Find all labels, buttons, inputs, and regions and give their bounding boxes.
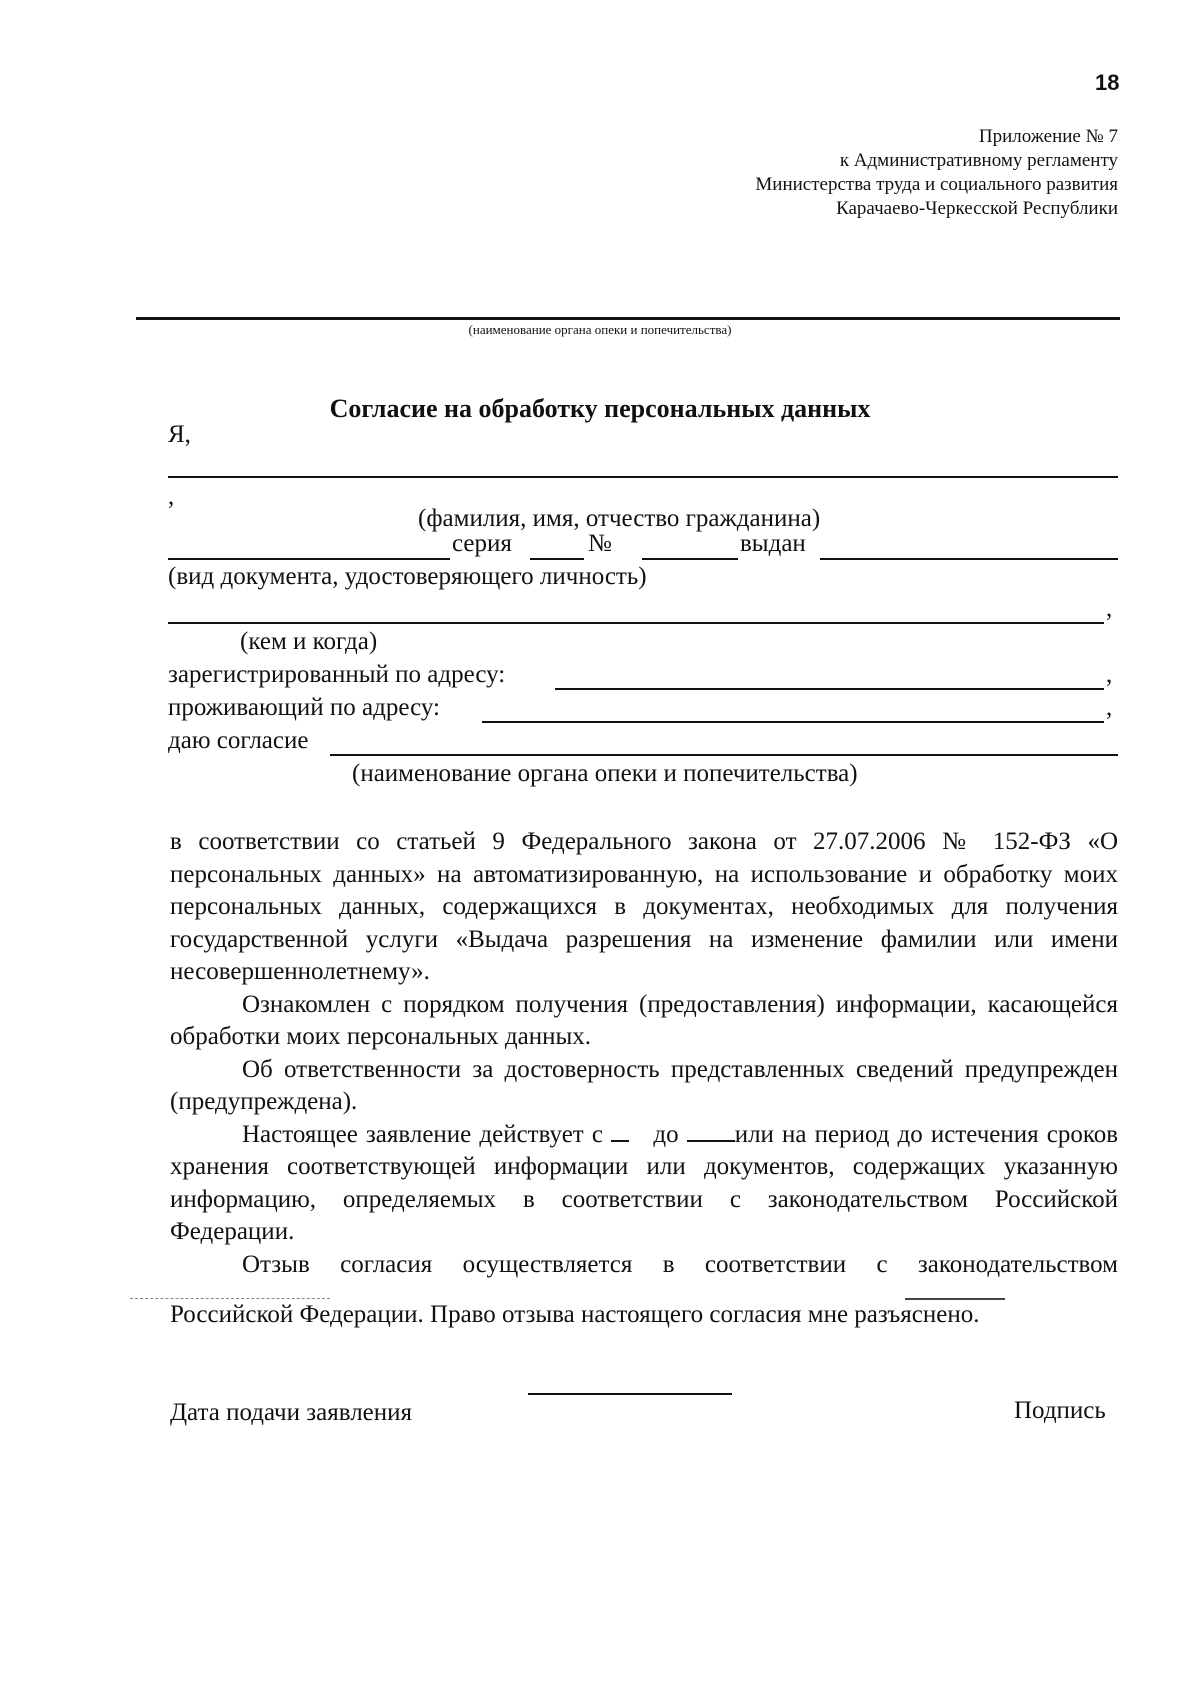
issued-by-line — [168, 622, 1104, 624]
registered-label: зарегистрированный по адресу: — [168, 661, 506, 688]
organ-name-caption: (наименование органа опеки и попечительства) — [468, 322, 732, 337]
end-date-blank — [687, 1120, 735, 1142]
fio-line — [168, 476, 1118, 478]
appendix-header — [755, 125, 1118, 221]
organ-name-line — [136, 317, 1120, 320]
date-label: Дата подачи заявления — [170, 1399, 413, 1426]
paragraph-4 — [170, 1119, 1118, 1249]
issued-by-comma: , — [1106, 595, 1113, 622]
vydan-label: выдан — [740, 530, 806, 557]
number-line — [642, 558, 738, 560]
paragraph-4-start: Настоящее заявление действует с — [242, 1120, 603, 1148]
seria-line — [530, 558, 584, 560]
paragraph-1: в соответствии со статьей 9 Федерального закона от 27.07.2006 № 152-ФЗ «О персональных данных» на автоматизированную, на использование и обработку моих персональных данных, содержащихся в документах, необходимых для получения государственной услуги «Выдача разрешения на изменение фамилии или имени несовершеннолетнему». — [170, 828, 1118, 985]
kem-caption: (кем и когда) — [240, 628, 378, 655]
seria-label: серия — [452, 530, 512, 557]
fio-comma: , — [168, 483, 175, 510]
paragraph-5: Отзыв согласия осуществляется в соответствии с законодательством — [242, 1250, 1118, 1278]
fio-caption: (фамилия, имя, отчество гражданина) — [418, 505, 821, 532]
signature-line — [528, 1393, 732, 1395]
number-sign: № — [588, 530, 612, 557]
signature-label: Подпись — [1014, 1397, 1106, 1424]
paragraph-4-rest: или на период до истечения сроков хранения соответствующей информации или документов, содержащих указанную информацию, определяемых в соответствии с законодательством Российской Федерации. — [170, 1120, 1119, 1245]
registered-comma: , — [1106, 661, 1113, 688]
doc-caption: (вид документа, удостоверяющего личность) — [168, 563, 647, 590]
paragraph-5-continuation: Российской Федерации. Право отзыва настоящего согласия мне разъяснено. — [170, 1301, 980, 1328]
paragraph-4-until: до — [653, 1120, 679, 1148]
ya-label: Я, — [168, 421, 191, 448]
doc-type-line — [168, 558, 450, 560]
registered-line — [555, 688, 1104, 690]
paragraph-3: Об ответственности за достоверность представленных сведений предупрежден (предупреждена). — [170, 1055, 1118, 1115]
scan-artifact-left — [130, 1298, 330, 1299]
document-title: Согласие на обработку персональных данных — [329, 394, 871, 423]
consent-line — [330, 754, 1118, 756]
appendix-line-2: к Административному регламенту — [839, 150, 1118, 171]
paragraph-2: Ознакомлен с порядком получения (предоставления) информации, касающейся обработки моих персональных данных. — [170, 990, 1118, 1050]
consent-label: даю согласие — [168, 727, 309, 754]
consent-body — [170, 826, 1118, 1281]
start-date-blank — [611, 1120, 629, 1142]
scan-artifact-right — [905, 1298, 1005, 1300]
appendix-line-3: Министерства труда и социального развития — [755, 174, 1118, 195]
vydan-line — [820, 558, 1118, 560]
living-comma: , — [1106, 694, 1113, 721]
page-number: 18 — [1095, 70, 1120, 95]
appendix-line-4: Карачаево-Черкесской Республики — [836, 198, 1118, 219]
appendix-line-1: Приложение № 7 — [978, 126, 1118, 147]
living-line — [482, 721, 1104, 723]
living-label: проживающий по адресу: — [168, 694, 440, 721]
organ-caption: (наименование органа опеки и попечительства) — [352, 760, 858, 787]
